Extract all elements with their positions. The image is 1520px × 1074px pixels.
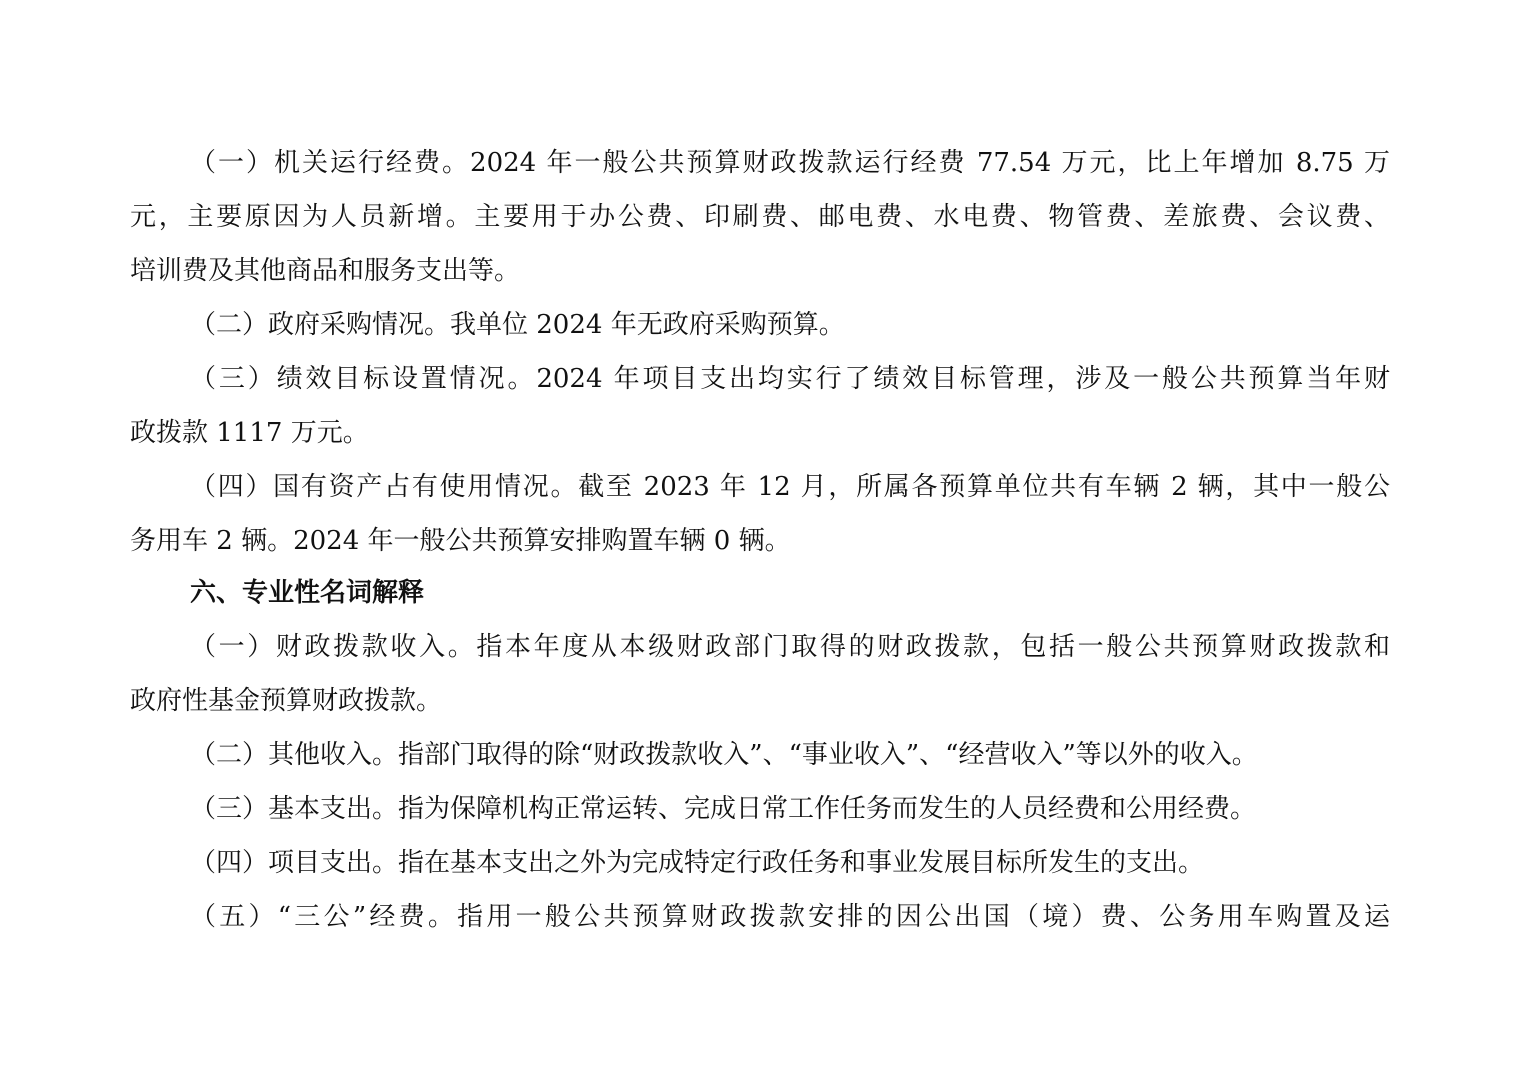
paragraph-line: （一）机关运行经费。2024 年一般公共预算财政拨款运行经费 77.54 万元，比上年增加 8.75 万: [190, 148, 1390, 178]
paragraph-line: 政拨款 1117 万元。: [130, 418, 369, 448]
paragraph-line: （二）政府采购情况。我单位 2024 年无政府采购预算。: [190, 310, 845, 340]
paragraph-line: （三）绩效目标设置情况。2024 年项目支出均实行了绩效目标管理，涉及一般公共预算当年财: [190, 364, 1390, 394]
paragraph-line: 政府性基金预算财政拨款。: [130, 686, 443, 716]
paragraph-line: （一）财政拨款收入。指本年度从本级财政部门取得的财政拨款，包括一般公共预算财政拨款和: [190, 632, 1390, 662]
section-heading: 六、专业性名词解释: [190, 578, 425, 608]
paragraph-line: （四）国有资产占有使用情况。截至 2023 年 12 月，所属各预算单位共有车辆 2 辆，其中一般公: [190, 472, 1390, 502]
paragraph-line: （四）项目支出。指在基本支出之外为完成特定行政任务和事业发展目标所发生的支出。: [190, 848, 1205, 878]
paragraph-line: （三）基本支出。指为保障机构正常运转、完成日常工作任务而发生的人员经费和公用经费。: [190, 794, 1257, 824]
paragraph-line: （二）其他收入。指部门取得的除“财政拨款收入”、“事业收入”、“经营收入”等以外的收入。: [190, 740, 1258, 770]
paragraph-line: 元，主要原因为人员新增。主要用于办公费、印刷费、邮电费、水电费、物管费、差旅费、会议费、: [130, 202, 1390, 232]
paragraph-line: 培训费及其他商品和服务支出等。: [130, 256, 521, 286]
paragraph-line: （五）“三公”经费。指用一般公共预算财政拨款安排的因公出国（境）费、公务用车购置及运: [190, 902, 1390, 932]
paragraph-line: 务用车 2 辆。2024 年一般公共预算安排购置车辆 0 辆。: [130, 526, 791, 556]
